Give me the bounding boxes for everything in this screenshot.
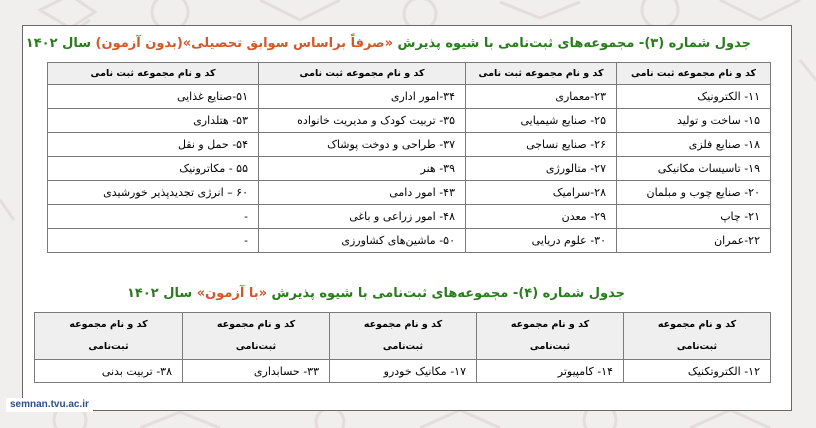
table-cell: ۳۰- علوم دریایی — [466, 229, 617, 253]
table-cell: ۲۸-سرامیک — [466, 181, 617, 205]
table4-header — [183, 313, 330, 360]
table4-header-line2: ثبت‌نامی — [88, 341, 129, 352]
table-row — [48, 157, 771, 181]
table3 — [47, 62, 771, 253]
table4-title-end: سال ۱۴۰۲ — [126, 286, 197, 301]
table4-header — [624, 313, 771, 360]
table3-title-start: جدول شماره (۳)- مجموعه‌های ثبت‌نامی با شیوه پذیرش — [393, 36, 751, 51]
table4-header-line2: ثبت‌نامی — [235, 341, 277, 352]
table-cell: ۲۰- صنایع چوب و مبلمان — [617, 181, 771, 205]
table-row — [48, 205, 771, 229]
table-row — [48, 133, 771, 157]
table-cell: ۲۲-عمران — [617, 229, 771, 253]
table-cell: ۵۰- ماشین‌های کشاورزی — [259, 229, 466, 253]
table3-title-highlight: «صرفاً براساس سوابق تحصیلی»(بدون آزمون) — [95, 36, 394, 51]
table4 — [34, 312, 771, 383]
table-cell: ۵۴- حمل و نقل — [48, 133, 259, 157]
table3-header: کد و نام مجموعه ثبت نامی — [259, 63, 466, 85]
table-cell: ۲۶- صنایع نساجی — [466, 133, 617, 157]
table-cell: ۳۳- حسابداری — [183, 360, 330, 383]
table-cell: ۵۵ - مکاترونیک — [48, 157, 259, 181]
table3-title-end: سال ۱۴۰۲ — [25, 36, 96, 51]
table4-header — [35, 313, 183, 360]
table4-header-line2: ثبت‌نامی — [382, 341, 424, 352]
table4-header-line1: کد و نام مجموعه — [510, 319, 590, 330]
table-cell: ۱۱- الکترونیک — [617, 85, 771, 109]
table4-header-line1: کد و نام مجموعه — [657, 319, 737, 330]
table-row — [48, 229, 771, 253]
table-cell: ۲۳-معماری — [466, 85, 617, 109]
table-row — [48, 181, 771, 205]
table4-title-highlight: «با آزمون» — [196, 286, 268, 301]
table-cell: ۴۸- امور زراعی و باغی — [259, 205, 466, 229]
table-cell: ۴۳- امور دامی — [259, 181, 466, 205]
table4-header-line1: کد و نام مجموعه — [216, 319, 296, 330]
table-row — [48, 85, 771, 109]
table-cell: ۲۱- چاپ — [617, 205, 771, 229]
table4-header-line1: کد و نام مجموعه — [363, 319, 443, 330]
table-cell: ۲۷- متالورژی — [466, 157, 617, 181]
table-cell: ۲۵- صنایع شیمیایی — [466, 109, 617, 133]
table4-header-line2: ثبت‌نامی — [676, 341, 718, 352]
table-cell: ۱۷- مکانیک خودرو — [330, 360, 477, 383]
table4-title-start: جدول شماره (۴)- مجموعه‌های ثبت‌نامی با شیوه پذیرش — [267, 286, 625, 301]
table-cell: - — [48, 229, 259, 253]
table-cell: ۳۵- تربیت کودک و مدیریت خانواده — [259, 109, 466, 133]
content-panel — [22, 25, 792, 411]
table-cell: ۳۹- هنر — [259, 157, 466, 181]
table-cell: ۱۵- ساخت و تولید — [617, 109, 771, 133]
table-cell: ۲۹- معدن — [466, 205, 617, 229]
table-row — [48, 109, 771, 133]
table-cell: ۵۳- هتلداری — [48, 109, 259, 133]
table-cell: ۳۴-امور اداری — [259, 85, 466, 109]
table-cell: ۳۸- تربیت بدنی — [35, 360, 183, 383]
table3-header-row — [48, 63, 771, 85]
website-label: semnan.tvu.ac.ir — [6, 398, 93, 412]
table4-title — [127, 286, 625, 301]
table-cell: ۱۲- الکتروتکنیک — [624, 360, 771, 383]
table-cell: ۱۸- صنایع فلزی — [617, 133, 771, 157]
table4-header-line1: کد و نام مجموعه — [69, 319, 148, 330]
table4-header — [477, 313, 624, 360]
table3-header: کد و نام مجموعه ثبت نامی — [466, 63, 617, 85]
table-row — [35, 360, 771, 383]
table-cell: ۶۰ – انرژی تجدیدپذیر خورشیدی — [48, 181, 259, 205]
table-cell: ۳۷- طراحی و دوخت پوشاک — [259, 133, 466, 157]
table3-header: کد و نام مجموعه ثبت نامی — [48, 63, 259, 85]
table-cell: ۵۱-صنایع غذایی — [48, 85, 259, 109]
table4-header-line2: ثبت‌نامی — [529, 341, 571, 352]
table4-header — [330, 313, 477, 360]
table4-header-row — [35, 313, 771, 360]
table-cell: ۱۴- کامپیوتر — [477, 360, 624, 383]
table3-header: کد و نام مجموعه ثبت نامی — [617, 63, 771, 85]
table-cell: - — [48, 205, 259, 229]
table-cell: ۱۹- تاسیسات مکانیکی — [617, 157, 771, 181]
table3-title — [26, 36, 751, 51]
